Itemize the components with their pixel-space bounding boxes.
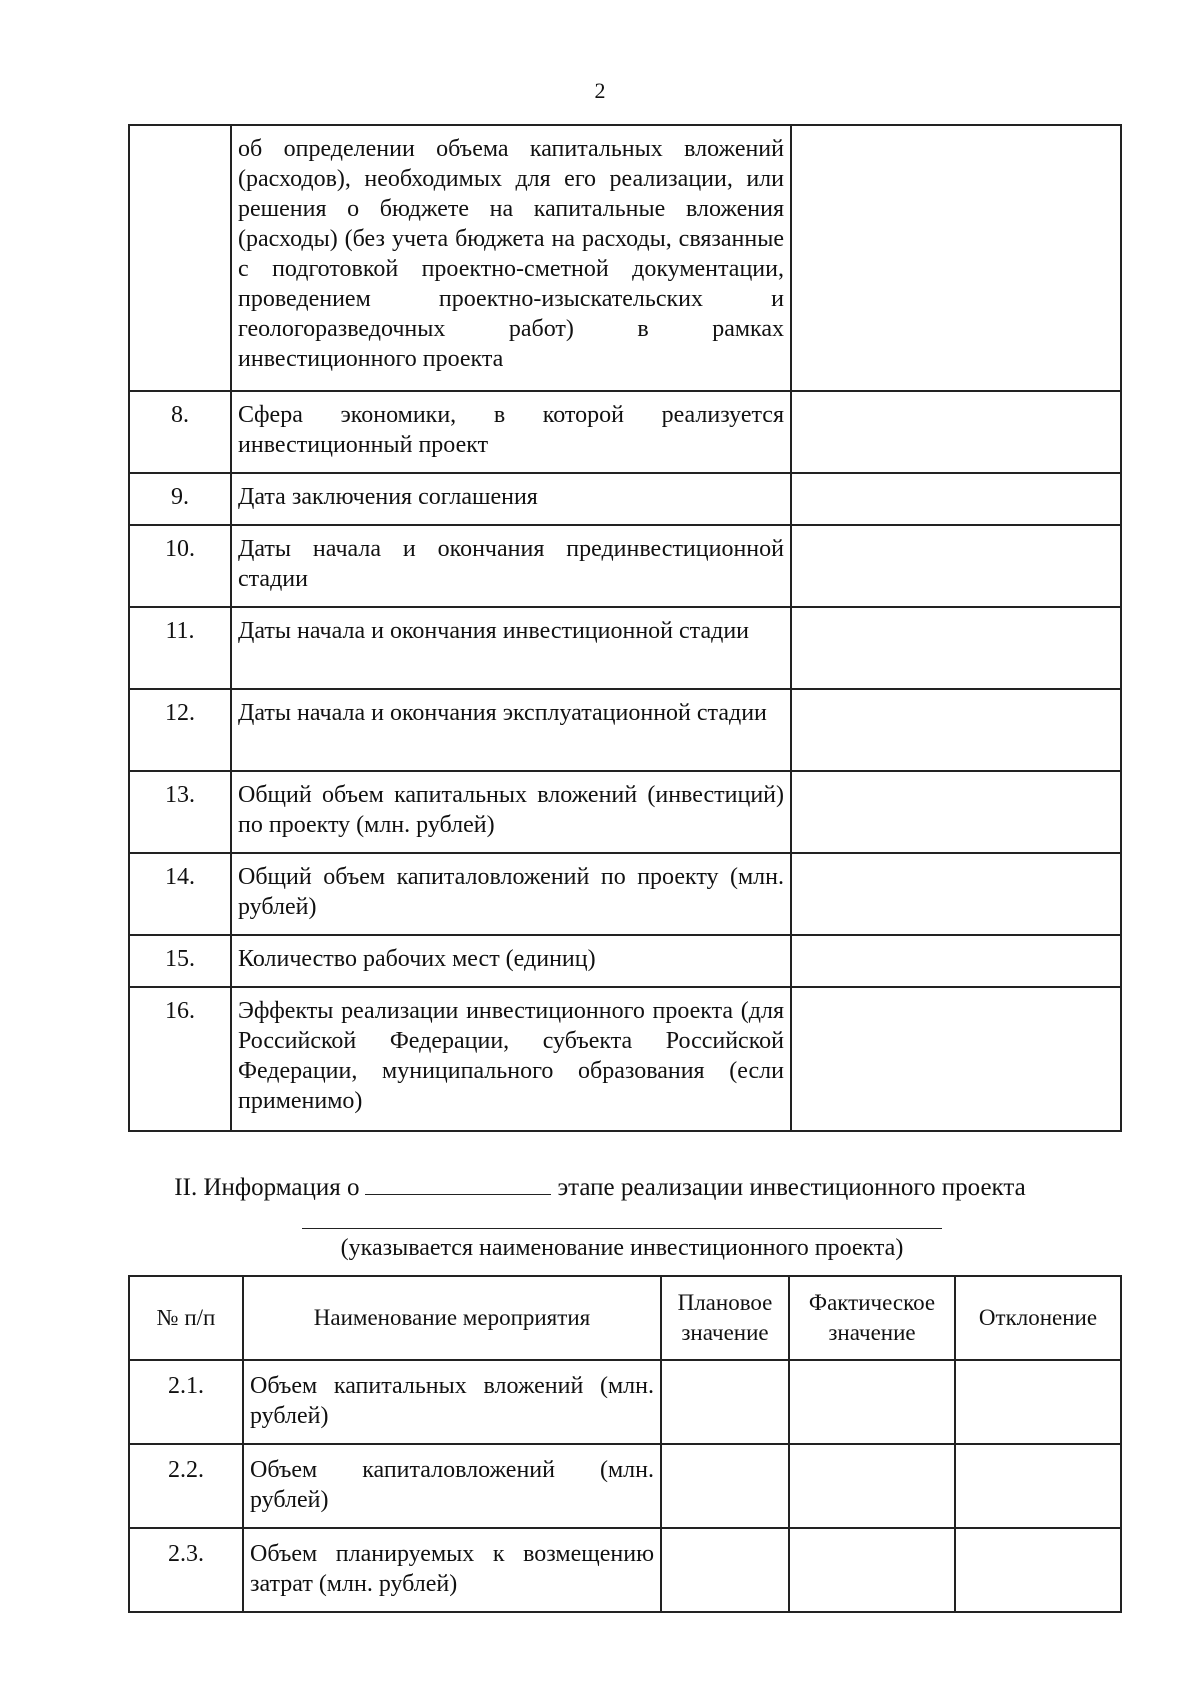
row-description: Дата заключения соглашения (231, 473, 791, 525)
row-activity: Объем планируемых к возмещению затрат (млн. рублей) (243, 1528, 661, 1612)
row-value-cell[interactable] (791, 771, 1121, 853)
table-row (129, 607, 1121, 689)
row-description: Даты начала и окончания инвестиционной стадии (231, 607, 791, 689)
page-number: 2 (594, 78, 606, 103)
stage-blank-field[interactable] (365, 1172, 551, 1195)
section-title-start: II. Информация о (174, 1174, 360, 1201)
header-number: № п/п (129, 1276, 243, 1360)
section-title (0, 1172, 1200, 1202)
row-description: Эффекты реализации инвестиционного проекта (для Российской Федерации, субъекта Российской Федерации, муниципального образования (если применимо) (231, 987, 791, 1131)
row-description: Количество рабочих мест (единиц) (231, 935, 791, 987)
row-activity: Объем капитальных вложений (млн. рублей) (243, 1360, 661, 1444)
table-row (129, 935, 1121, 987)
stage-info-table (128, 1275, 1122, 1613)
planned-value-cell[interactable] (661, 1528, 789, 1612)
row-description: Общий объем капитальных вложений (инвестиций) по проекту (млн. рублей) (231, 771, 791, 853)
row-number: 12. (129, 689, 231, 771)
row-value-cell[interactable] (791, 607, 1121, 689)
row-number: 2.3. (129, 1528, 243, 1612)
table-row (129, 473, 1121, 525)
row-number: 16. (129, 987, 231, 1131)
row-number: 13. (129, 771, 231, 853)
table-row (129, 689, 1121, 771)
planned-value-cell[interactable] (661, 1444, 789, 1528)
row-value-cell[interactable] (791, 853, 1121, 935)
row-value-cell[interactable] (791, 525, 1121, 607)
table-row (129, 1360, 1121, 1444)
row-value-cell[interactable] (791, 935, 1121, 987)
row-value-cell[interactable] (791, 391, 1121, 473)
row-number: 2.1. (129, 1360, 243, 1444)
row-value-cell[interactable] (791, 125, 1121, 391)
section-title-end: этапе реализации инвестиционного проекта (557, 1174, 1026, 1201)
table-row (129, 125, 1121, 391)
row-description: Общий объем капиталовложений по проекту (млн. рублей) (231, 853, 791, 935)
actual-value-cell[interactable] (789, 1444, 955, 1528)
row-description: Даты начала и окончания прединвестиционной стадии (231, 525, 791, 607)
row-activity: Объем капиталовложений (млн. рублей) (243, 1444, 661, 1528)
row-number: 2.2. (129, 1444, 243, 1528)
row-value-cell[interactable] (791, 473, 1121, 525)
row-number: 15. (129, 935, 231, 987)
project-name-line[interactable] (302, 1228, 942, 1229)
header-actual-value: Фактическое значение (789, 1276, 955, 1360)
row-description: об определении объема капитальных вложений (расходов), необходимых для его реализации, или решения о бюджете на капитальные вложения (расходы) (без учета бюджета на расходы, связанные с подготовкой проектно-сметной документации, проведением проектно-изыскательских и геологоразведочных работ) в рамках инвестиционного проекта (231, 125, 791, 391)
table-row (129, 853, 1121, 935)
header-deviation: Отклонение (955, 1276, 1121, 1360)
row-description: Сфера экономики, в которой реализуется инвестиционный проект (231, 391, 791, 473)
table-row (129, 771, 1121, 853)
row-number (129, 125, 231, 391)
header-activity-name: Наименование мероприятия (243, 1276, 661, 1360)
project-name-caption: (указывается наименование инвестиционного проекта) (340, 1235, 904, 1261)
deviation-cell[interactable] (955, 1528, 1121, 1612)
table-row (129, 525, 1121, 607)
table-header-row (129, 1276, 1121, 1360)
actual-value-cell[interactable] (789, 1360, 955, 1444)
deviation-cell[interactable] (955, 1360, 1121, 1444)
planned-value-cell[interactable] (661, 1360, 789, 1444)
row-value-cell[interactable] (791, 987, 1121, 1131)
actual-value-cell[interactable] (789, 1528, 955, 1612)
table-row (129, 1528, 1121, 1612)
header-planned-value: Плановое значение (661, 1276, 789, 1360)
table-row (129, 987, 1121, 1131)
table-row (129, 1444, 1121, 1528)
row-number: 8. (129, 391, 231, 473)
row-number: 14. (129, 853, 231, 935)
row-number: 11. (129, 607, 231, 689)
row-number: 9. (129, 473, 231, 525)
row-value-cell[interactable] (791, 689, 1121, 771)
row-description: Даты начала и окончания эксплуатационной стадии (231, 689, 791, 771)
row-number: 10. (129, 525, 231, 607)
deviation-cell[interactable] (955, 1444, 1121, 1528)
project-info-table (128, 124, 1122, 1132)
table-row (129, 391, 1121, 473)
